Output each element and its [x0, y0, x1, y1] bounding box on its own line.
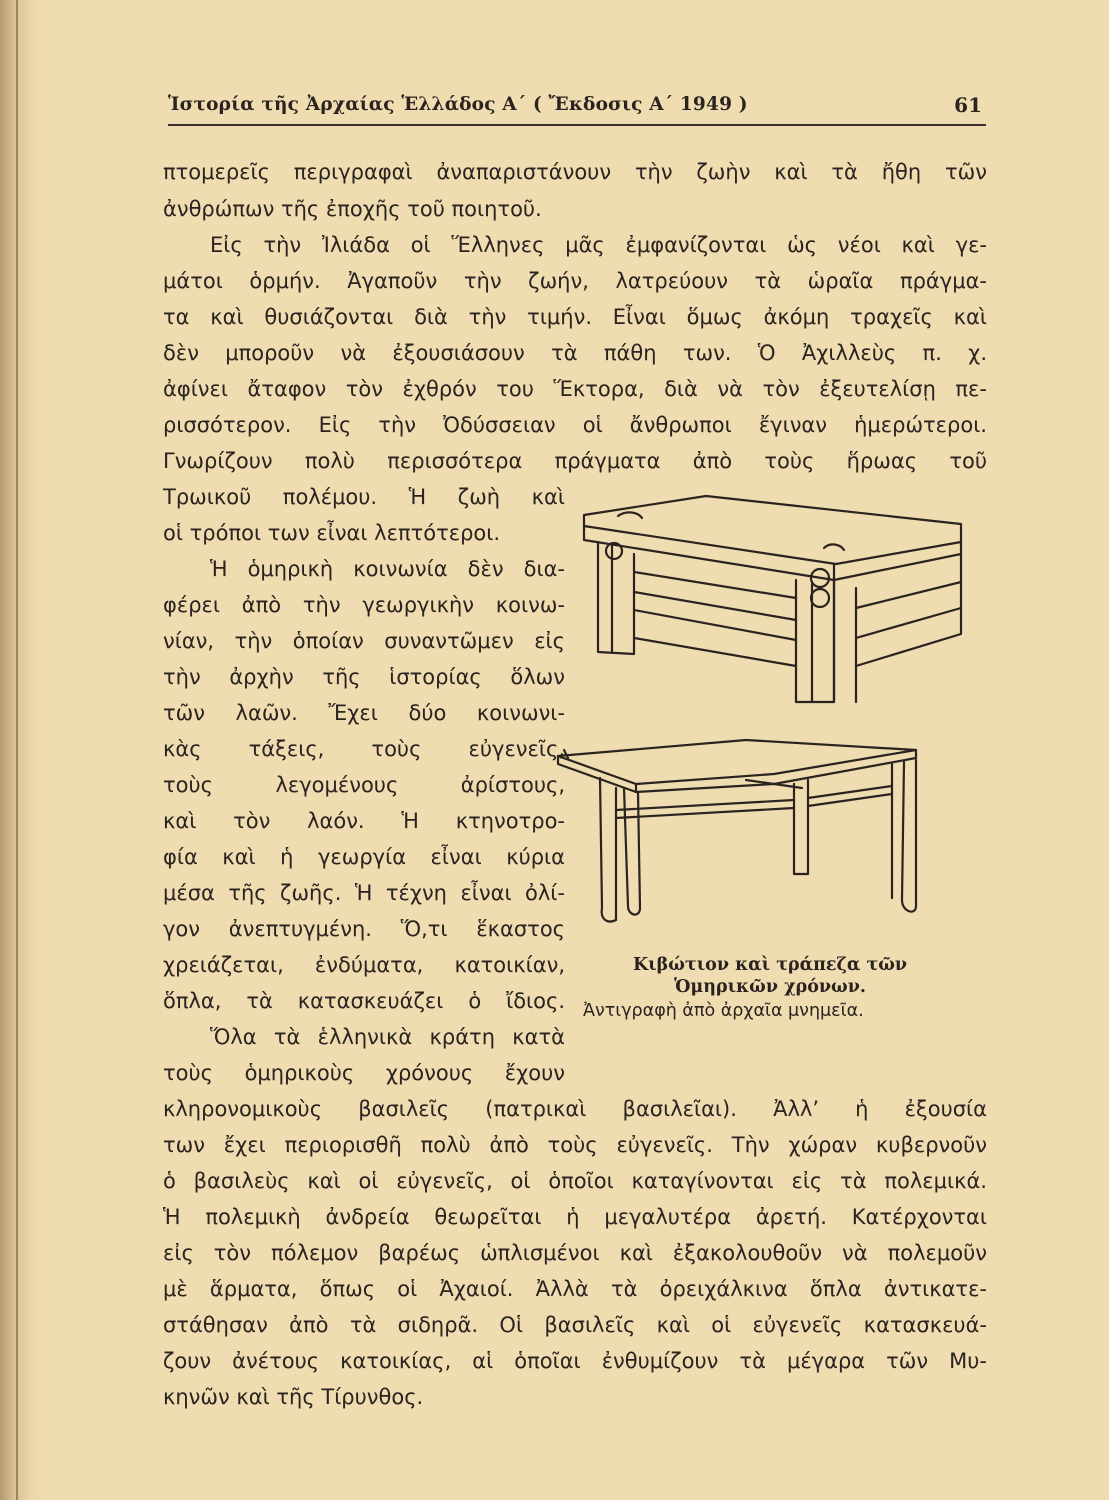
- text-line: γον ἀνεπτυγμένη. Ὅ,τι ἕκαστος: [163, 917, 565, 941]
- page-binding-edge: [0, 0, 42, 1500]
- text-line: τὴν ἀρχὴν τῆς ἱστορίας ὅλων: [163, 665, 565, 689]
- text-line: χρειάζεται, ἐνδύματα, κατοικίαν,: [163, 953, 565, 977]
- text-line: οἱ τρόποι των εἶναι λεπτότεροι.: [163, 521, 501, 545]
- text-line: καὶ τὸν λαόν. Ἡ κτηνοτρο-: [163, 809, 565, 833]
- text-line: Εἰς τὴν Ἰλιάδα οἱ Ἕλληνες μᾶς ἐμφανίζονται ὡς νέοι καὶ γε-: [210, 233, 987, 257]
- text-line: φέρει ἀπὸ τὴν γεωργικὴν κοινω-: [163, 593, 565, 617]
- text-line: εἰς τὸν πόλεμον βαρέως ὡπλισμένοι καὶ ἐξακολουθοῦν νὰ πολεμοῦν: [163, 1241, 987, 1265]
- text-line: Ὅλα τὰ ἑλληνικὰ κράτη κατὰ: [210, 1025, 565, 1049]
- page-number: 61: [954, 93, 982, 117]
- text-line: στάθησαν ἀπὸ τὰ σιδηρᾶ. Οἱ βασιλεῖς καὶ οἱ εὐγενεῖς κατασκευά-: [163, 1313, 987, 1337]
- text-line: Γνωρίζουν πολὺ περισσότερα πράγματα ἀπὸ τοὺς ἥρωας τοῦ: [163, 449, 987, 473]
- figure-caption-title: Κιβώτιον καὶ τράπεζα τῶν: [632, 955, 908, 975]
- text-line: ζουν ἀνέτους κατοικίας, αἱ ὁποῖαι ἐνθυμίζουν τὰ μέγαρα τῶν Μυ-: [163, 1349, 987, 1373]
- chest-illustration: [584, 496, 961, 702]
- text-line: ὁ βασιλεὺς καὶ οἱ εὐγενεῖς, οἱ ὁποῖοι καταγίνονται εἰς τὰ πολεμικά.: [163, 1169, 987, 1193]
- text-line: πτομερεῖς περιγραφαὶ ἀναπαριστάνουν τὴν ζωὴν καὶ τὰ ἤθη τῶν: [163, 160, 987, 184]
- text-line: Ἡ ὁμηρικὴ κοινωνία δὲν δια-: [210, 557, 565, 581]
- figure-caption-subtitle: Ὁμηρικῶν χρόνων.: [674, 977, 866, 997]
- text-line: τοὺς λεγομένους ἀρίστους,: [163, 773, 565, 797]
- text-line: τοὺς ὁμηρικοὺς χρόνους ἔχουν: [163, 1061, 565, 1085]
- text-line: τα καὶ θυσιάζονται διὰ τὴν τιμήν. Εἶναι ὅμως ἀκόμη τραχεῖς καὶ: [163, 305, 987, 329]
- text-line: κὰς τάξεις, τοὺς εὐγενεῖς,: [163, 737, 565, 761]
- text-line: ὅπλα, τὰ κατασκευάζει ὁ ἴδιος.: [163, 989, 565, 1013]
- text-line: τῶν λαῶν. Ἔχει δύο κοινωνι-: [163, 701, 565, 725]
- text-line: Ἡ πολεμικὴ ἀνδρεία θεωρεῖται ἡ μεγαλυτέρα ἀρετή. Κατέρχονται: [163, 1205, 987, 1229]
- text-line: φία καὶ ἡ γεωργία εἶναι κύρια: [163, 845, 565, 869]
- text-line: μέσα τῆς ζωῆς. Ἡ τέχνη εἶναι ὀλί-: [163, 881, 565, 905]
- running-header: [168, 92, 986, 126]
- text-line: ρισσότερον. Εἰς τὴν Ὀδύσσειαν οἱ ἄνθρωποι ἔγιναν ἡμερώτεροι.: [163, 413, 987, 437]
- running-title: Ἱστορία τῆς Ἀρχαίας Ἑλλάδος Α΄ ( Ἔκδοσις Α΄ 1949 ): [168, 94, 748, 115]
- text-line: μὲ ἅρματα, ὅπως οἱ Ἀχαιοί. Ἀλλὰ τὰ ὀρειχάλκινα ὅπλα ἀντικατε-: [163, 1277, 987, 1301]
- text-line: ἀφίνει ἄταφον τὸν ἐχθρόν του Ἕκτορα, διὰ νὰ τὸν ἐξευτελίσῃ πε-: [163, 377, 987, 401]
- text-line: νίαν, τὴν ὁποίαν συναντῶμεν εἰς: [163, 629, 565, 653]
- text-line: κληρονομικοὺς βασιλεῖς (πατρικαὶ βασιλεῖαι). Ἀλλ’ ἡ ἐξουσία: [163, 1097, 987, 1121]
- chest-and-table-illustration: [556, 488, 976, 938]
- binding-fold-line: [16, 0, 18, 1500]
- text-line: μάτοι ὁρμήν. Ἀγαποῦν τὴν ζωήν, λατρεύουν τὰ ὡραῖα πράγμα-: [163, 269, 987, 293]
- table-illustration: [558, 740, 916, 922]
- text-line: των ἔχει περιορισθῆ πολὺ ἀπὸ τοὺς εὐγενεῖς. Τὴν χώραν κυβερνοῦν: [163, 1133, 987, 1157]
- text-line: κηνῶν καὶ τῆς Τίρυνθος.: [163, 1385, 424, 1409]
- figure-caption-note: Ἀντιγραφὴ ἀπὸ ἀρχαῖα μνημεῖα.: [583, 1001, 864, 1021]
- text-line: ἀνθρώπων τῆς ἐποχῆς τοῦ ποιητοῦ.: [163, 197, 542, 221]
- text-line: Τρωικοῦ πολέμου. Ἡ ζωὴ καὶ: [163, 485, 565, 509]
- text-line: δὲν μποροῦν νὰ ἐξουσιάσουν τὰ πάθη των. Ὁ Ἀχιλλεὺς π. χ.: [163, 341, 987, 365]
